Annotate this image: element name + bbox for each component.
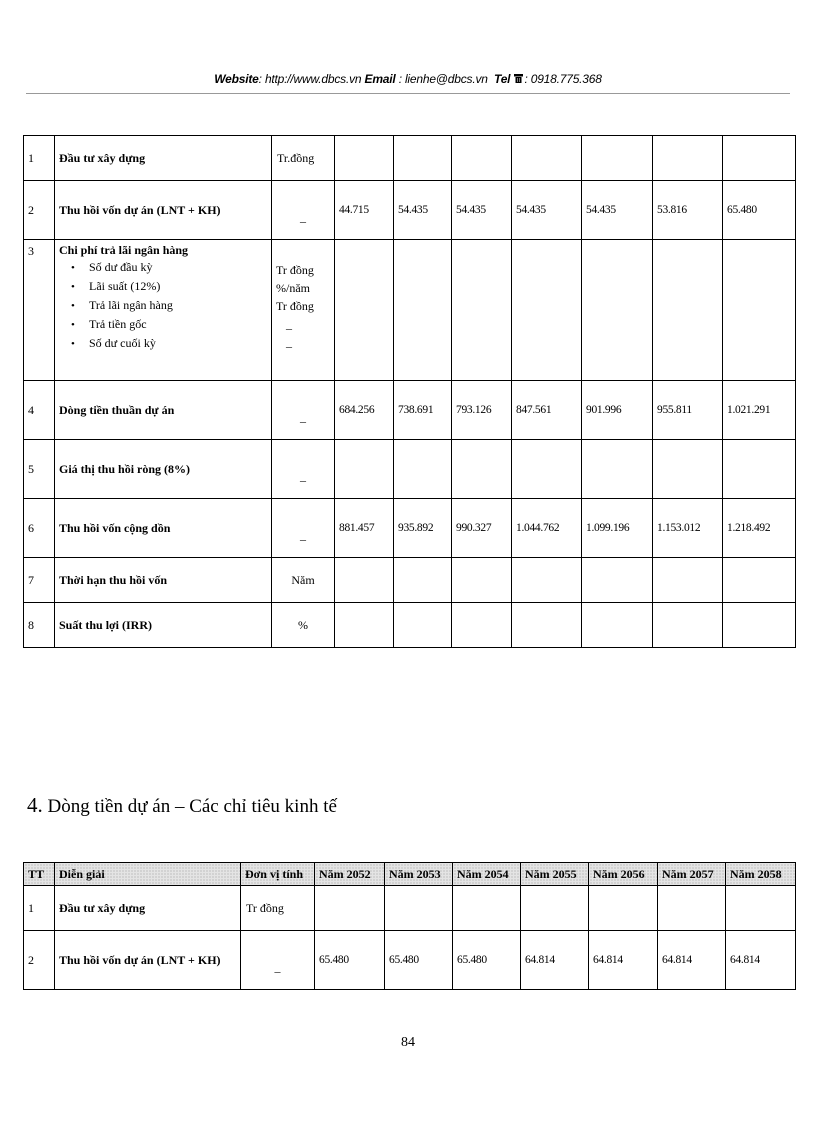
column-header: Năm 2058 bbox=[726, 863, 796, 886]
cell-value bbox=[653, 240, 723, 381]
cell-value: 53.816 bbox=[653, 181, 723, 240]
cell-value bbox=[452, 240, 512, 381]
cell-value bbox=[452, 136, 512, 181]
cell-value bbox=[582, 136, 653, 181]
table-row bbox=[24, 136, 796, 181]
cell-value: 684.256 bbox=[335, 381, 394, 440]
row-description: Đầu tư xây dựng bbox=[55, 136, 272, 181]
column-header: Năm 2055 bbox=[521, 863, 589, 886]
cell-value bbox=[394, 240, 452, 381]
row-unit: _ bbox=[272, 499, 335, 558]
cashflow-table-2052-2058 bbox=[23, 862, 796, 990]
cell-value: 65.480 bbox=[385, 931, 453, 990]
list-item: • Số dư đầu kỳ bbox=[71, 258, 267, 277]
column-header: Năm 2053 bbox=[385, 863, 453, 886]
cell-value bbox=[512, 603, 582, 648]
row-number: 2 bbox=[24, 181, 55, 240]
cell-value: 1.021.291 bbox=[723, 381, 796, 440]
table-row bbox=[24, 181, 796, 240]
row-unit: _ bbox=[272, 440, 335, 499]
row-unit: Năm bbox=[272, 558, 335, 603]
cell-value: 54.435 bbox=[582, 181, 653, 240]
cell-value bbox=[582, 440, 653, 499]
cell-value bbox=[582, 240, 653, 381]
cell-value: 65.480 bbox=[315, 931, 385, 990]
table-row bbox=[24, 499, 796, 558]
row-description: Giá thị thu hồi ròng (8%) bbox=[55, 440, 272, 499]
cell-value: 901.996 bbox=[582, 381, 653, 440]
cell-value bbox=[653, 440, 723, 499]
row-unit: _ bbox=[272, 181, 335, 240]
cell-value: 64.814 bbox=[521, 931, 589, 990]
cell-value bbox=[589, 886, 658, 931]
row-description: Thu hồi vốn cộng dồn bbox=[55, 499, 272, 558]
cell-value: 1.153.012 bbox=[653, 499, 723, 558]
table-row bbox=[24, 558, 796, 603]
page-header bbox=[0, 72, 816, 86]
cell-value bbox=[512, 240, 582, 381]
table-row bbox=[24, 381, 796, 440]
cell-value bbox=[335, 558, 394, 603]
sub-item-list bbox=[59, 258, 267, 353]
cell-value: 54.435 bbox=[512, 181, 582, 240]
row-description: Đầu tư xây dựng bbox=[55, 886, 241, 931]
column-header: Đơn vị tính bbox=[241, 863, 315, 886]
cell-value bbox=[452, 558, 512, 603]
cell-value bbox=[726, 886, 796, 931]
row-description: Thu hồi vốn dự án (LNT + KH) bbox=[55, 181, 272, 240]
cell-value bbox=[335, 240, 394, 381]
sub-unit: _ bbox=[286, 317, 292, 331]
row-number: 3 bbox=[24, 240, 55, 381]
cell-value bbox=[394, 603, 452, 648]
column-header: Năm 2056 bbox=[589, 863, 658, 886]
sub-unit: %/năm bbox=[276, 281, 310, 295]
cell-value: 990.327 bbox=[452, 499, 512, 558]
email-value: : lienhe@dbcs.vn bbox=[395, 72, 488, 86]
column-header: Năm 2057 bbox=[658, 863, 726, 886]
cell-value: 1.218.492 bbox=[723, 499, 796, 558]
cell-value bbox=[453, 886, 521, 931]
cell-value bbox=[653, 136, 723, 181]
cell-value bbox=[521, 886, 589, 931]
row-number: 8 bbox=[24, 603, 55, 648]
cell-value: 1.099.196 bbox=[582, 499, 653, 558]
row-number: 1 bbox=[24, 886, 55, 931]
cell-value: 64.814 bbox=[726, 931, 796, 990]
row-number: 1 bbox=[24, 136, 55, 181]
cell-value bbox=[512, 558, 582, 603]
table-row bbox=[24, 240, 796, 381]
cell-value bbox=[723, 136, 796, 181]
tel-value: : 0918.775.368 bbox=[524, 72, 602, 86]
cell-value: 64.814 bbox=[658, 931, 726, 990]
cell-value bbox=[335, 136, 394, 181]
cell-value: 738.691 bbox=[394, 381, 452, 440]
email-label: Email bbox=[364, 72, 396, 86]
cell-value bbox=[335, 603, 394, 648]
section-heading bbox=[27, 793, 337, 818]
table-row bbox=[24, 603, 796, 648]
cell-value bbox=[723, 440, 796, 499]
row-number: 5 bbox=[24, 440, 55, 499]
row-number: 6 bbox=[24, 499, 55, 558]
cell-value: 1.044.762 bbox=[512, 499, 582, 558]
cashflow-table-continued bbox=[23, 135, 796, 648]
sub-unit: _ bbox=[286, 335, 292, 349]
column-header: TT bbox=[24, 863, 55, 886]
cell-value bbox=[723, 240, 796, 381]
cell-value: 881.457 bbox=[335, 499, 394, 558]
cell-value bbox=[315, 886, 385, 931]
cell-value bbox=[723, 603, 796, 648]
cell-value bbox=[582, 558, 653, 603]
cell-value: 65.480 bbox=[723, 181, 796, 240]
cell-value bbox=[385, 886, 453, 931]
cell-value bbox=[512, 136, 582, 181]
cell-value: 847.561 bbox=[512, 381, 582, 440]
row-description: Chi phí trả lãi ngân hàng bbox=[59, 243, 189, 257]
cell-value bbox=[452, 440, 512, 499]
cell-value: 935.892 bbox=[394, 499, 452, 558]
cell-value bbox=[452, 603, 512, 648]
tel-label: Tel bbox=[494, 72, 511, 86]
cell-value bbox=[723, 558, 796, 603]
cell-value bbox=[512, 440, 582, 499]
cell-value bbox=[394, 440, 452, 499]
cell-value: 54.435 bbox=[394, 181, 452, 240]
cell-value bbox=[394, 136, 452, 181]
website-label: Website bbox=[214, 72, 259, 86]
page-number: 84 bbox=[401, 1035, 415, 1050]
row-number: 2 bbox=[24, 931, 55, 990]
row-unit: _ bbox=[272, 381, 335, 440]
row-description: Dòng tiền thuần dự án bbox=[55, 381, 272, 440]
column-header: Diễn giải bbox=[55, 863, 241, 886]
row-description-cell bbox=[55, 240, 272, 381]
list-item: • Lãi suất (12%) bbox=[71, 277, 267, 296]
row-description: Thu hồi vốn dự án (LNT + KH) bbox=[55, 931, 241, 990]
cell-value bbox=[653, 603, 723, 648]
sub-unit: Tr đồng bbox=[276, 263, 314, 277]
row-unit: Tr.đồng bbox=[272, 136, 335, 181]
table-row bbox=[24, 440, 796, 499]
list-item: • Trả tiền gốc bbox=[71, 315, 267, 334]
cell-value: 65.480 bbox=[453, 931, 521, 990]
sub-unit: Tr đồng bbox=[276, 299, 314, 313]
table-row bbox=[24, 931, 796, 990]
table-row bbox=[24, 886, 796, 931]
cell-value bbox=[653, 558, 723, 603]
list-item: • Trả lãi ngân hàng bbox=[71, 296, 267, 315]
row-description: Thời hạn thu hồi vốn bbox=[55, 558, 272, 603]
cell-value: 54.435 bbox=[452, 181, 512, 240]
row-number: 4 bbox=[24, 381, 55, 440]
row-unit: _ bbox=[241, 931, 315, 990]
website-value: : http://www.dbcs.vn bbox=[258, 72, 362, 86]
cell-value: 955.811 bbox=[653, 381, 723, 440]
row-unit: Tr đồng bbox=[241, 886, 315, 931]
cell-value: 44.715 bbox=[335, 181, 394, 240]
cell-value: 793.126 bbox=[452, 381, 512, 440]
row-number: 7 bbox=[24, 558, 55, 603]
phone-icon bbox=[513, 73, 524, 84]
cell-value bbox=[335, 440, 394, 499]
cell-value bbox=[658, 886, 726, 931]
cell-value bbox=[582, 603, 653, 648]
list-item: • Số dư cuối kỳ bbox=[71, 334, 267, 353]
column-header: Năm 2052 bbox=[315, 863, 385, 886]
table-header-row bbox=[24, 863, 796, 886]
cell-value bbox=[394, 558, 452, 603]
cell-value: 64.814 bbox=[589, 931, 658, 990]
sub-unit-cell bbox=[272, 240, 335, 381]
row-unit: % bbox=[272, 603, 335, 648]
column-header: Năm 2054 bbox=[453, 863, 521, 886]
header-divider bbox=[26, 93, 790, 94]
section-title: Dòng tiền dự án – Các chỉ tiêu kinh tế bbox=[42, 796, 337, 817]
row-description: Suất thu lợi (IRR) bbox=[55, 603, 272, 648]
section-number: 4. bbox=[27, 793, 43, 817]
